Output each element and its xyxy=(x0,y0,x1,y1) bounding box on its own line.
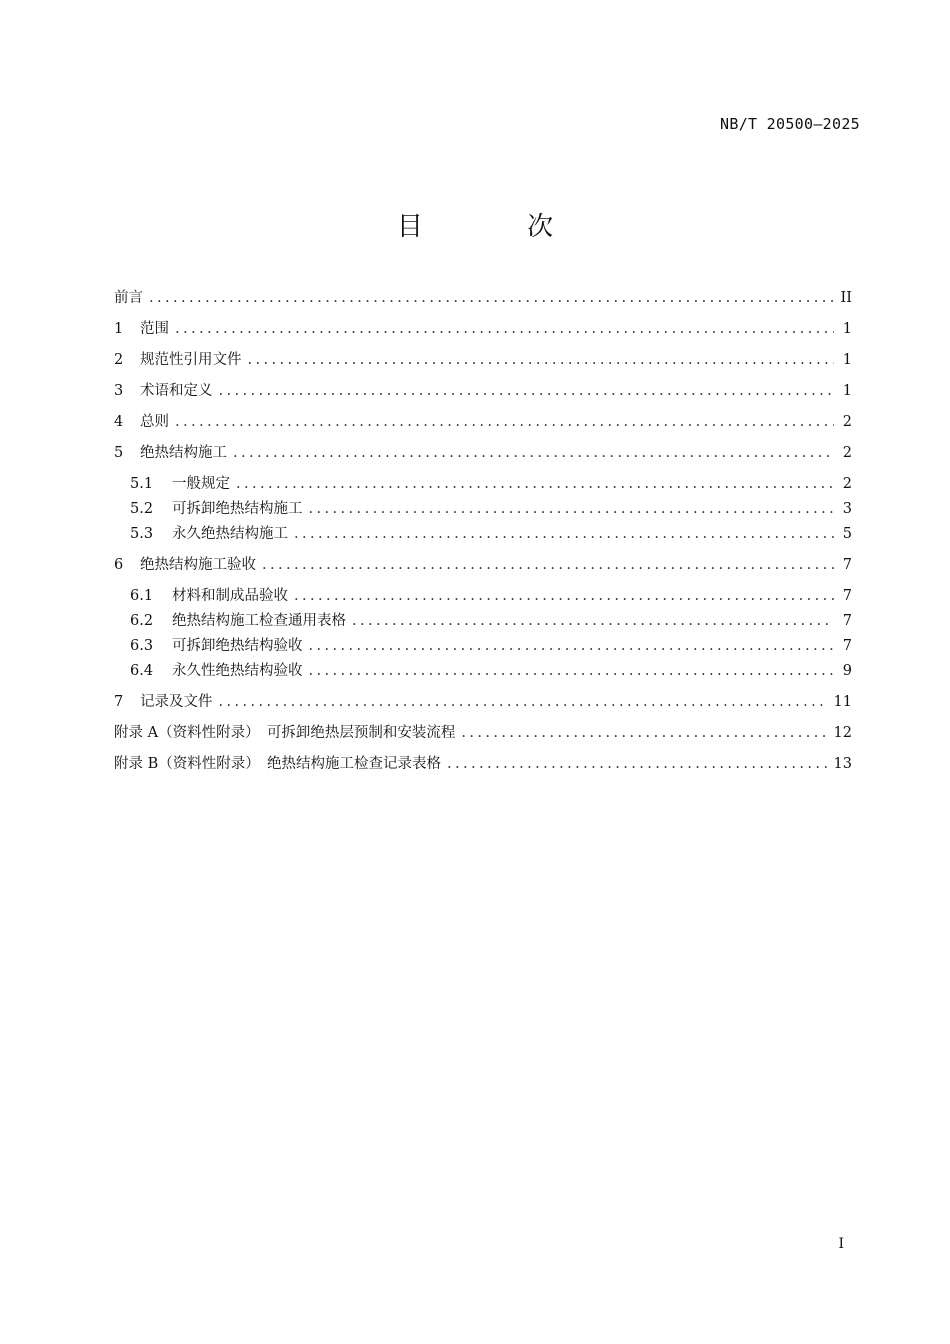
dot-leader xyxy=(262,553,834,577)
toc-entry-number: 5.3 xyxy=(130,526,154,542)
dot-leader xyxy=(309,659,835,683)
toc-entry-label: 前言 xyxy=(114,290,143,306)
toc-title-text: 目 次 xyxy=(396,212,602,242)
footer-page-number: I xyxy=(838,1236,844,1252)
toc-entry-number: 3 xyxy=(114,383,124,399)
toc-entry-number: 5.2 xyxy=(130,501,154,517)
dot-leader xyxy=(309,634,835,658)
toc-entry-number: 1 xyxy=(114,321,124,337)
toc-entry[interactable] xyxy=(114,634,852,658)
dot-leader xyxy=(248,348,835,372)
toc-entry-page: 7 xyxy=(842,613,852,629)
toc-entry[interactable] xyxy=(114,317,852,341)
page-title xyxy=(0,206,950,243)
toc-entry-number: 7 xyxy=(114,694,124,710)
toc-entry[interactable] xyxy=(114,659,852,683)
dot-leader xyxy=(309,497,835,521)
toc-entry-label: 绝热结构施工验收 xyxy=(140,557,256,573)
toc-entry[interactable] xyxy=(114,472,852,496)
toc-entry-label: 附录 A（资料性附录） 可拆卸绝热层预制和安装流程 xyxy=(114,725,456,741)
toc-entry-number: 6.2 xyxy=(130,613,154,629)
dot-leader xyxy=(294,522,834,546)
dot-leader xyxy=(219,379,835,403)
toc-entry-page: 2 xyxy=(842,414,852,430)
dot-leader xyxy=(149,286,834,310)
dot-leader xyxy=(461,721,827,745)
toc-entry-label: 一般规定 xyxy=(172,476,230,492)
toc-entry-label: 总则 xyxy=(140,414,169,430)
toc-entry-label: 绝热结构施工 xyxy=(140,445,227,461)
toc-entry-label: 范围 xyxy=(140,321,169,337)
toc-entry-label: 规范性引用文件 xyxy=(140,352,242,368)
toc-entry-label: 术语和定义 xyxy=(140,383,213,399)
toc-entry[interactable] xyxy=(114,522,852,546)
toc-entry-label: 绝热结构施工检查通用表格 xyxy=(172,613,346,629)
toc-entry[interactable] xyxy=(114,348,852,372)
toc-entry[interactable] xyxy=(114,752,852,776)
toc-entry[interactable] xyxy=(114,553,852,577)
toc-entry[interactable] xyxy=(114,721,852,745)
dot-leader xyxy=(233,441,834,465)
dot-leader xyxy=(175,410,834,434)
toc-entry-page: 9 xyxy=(842,663,852,679)
toc-entry-page: 2 xyxy=(842,445,852,461)
toc-entry-page: II xyxy=(840,290,852,306)
toc-entry[interactable] xyxy=(114,609,852,633)
toc-entry-number: 4 xyxy=(114,414,124,430)
toc-entry-label: 可拆卸绝热结构验收 xyxy=(172,638,303,654)
toc-entry-label: 附录 B（资料性附录） 绝热结构施工检查记录表格 xyxy=(114,756,442,772)
toc-entry[interactable] xyxy=(114,410,852,434)
table-of-contents xyxy=(114,286,852,776)
toc-entry[interactable] xyxy=(114,584,852,608)
toc-entry-number: 6.4 xyxy=(130,663,154,679)
toc-entry-number: 6.1 xyxy=(130,588,154,604)
dot-leader xyxy=(447,752,828,776)
toc-entry-page: 13 xyxy=(833,756,852,772)
dot-leader xyxy=(236,472,834,496)
standard-number: NB/T 20500—2025 xyxy=(720,115,860,133)
toc-entry[interactable] xyxy=(114,286,852,310)
toc-entry-number: 2 xyxy=(114,352,124,368)
toc-entry-page: 2 xyxy=(842,476,852,492)
toc-entry[interactable] xyxy=(114,690,852,714)
toc-entry-label: 材料和制成品验收 xyxy=(172,588,288,604)
toc-entry-page: 1 xyxy=(842,321,852,337)
toc-entry-page: 3 xyxy=(842,501,852,517)
toc-entry-page: 1 xyxy=(842,352,852,368)
toc-entry-label: 永久绝热结构施工 xyxy=(172,526,288,542)
toc-entry-page: 7 xyxy=(842,638,852,654)
toc-entry-number: 6 xyxy=(114,557,124,573)
toc-entry-label: 永久性绝热结构验收 xyxy=(172,663,303,679)
toc-entry[interactable] xyxy=(114,441,852,465)
toc-entry-page: 7 xyxy=(842,557,852,573)
toc-entry-number: 6.3 xyxy=(130,638,154,654)
toc-entry[interactable] xyxy=(114,497,852,521)
dot-leader xyxy=(294,584,834,608)
toc-entry-page: 5 xyxy=(842,526,852,542)
toc-entry-number: 5 xyxy=(114,445,124,461)
toc-entry-page: 11 xyxy=(833,694,852,710)
toc-entry-page: 12 xyxy=(833,725,852,741)
toc-entry-page: 1 xyxy=(842,383,852,399)
toc-entry-number: 5.1 xyxy=(130,476,154,492)
dot-leader xyxy=(352,609,834,633)
dot-leader xyxy=(175,317,834,341)
toc-entry-label: 记录及文件 xyxy=(140,694,213,710)
toc-entry[interactable] xyxy=(114,379,852,403)
dot-leader xyxy=(219,690,828,714)
toc-entry-page: 7 xyxy=(842,588,852,604)
toc-entry-label: 可拆卸绝热结构施工 xyxy=(172,501,303,517)
